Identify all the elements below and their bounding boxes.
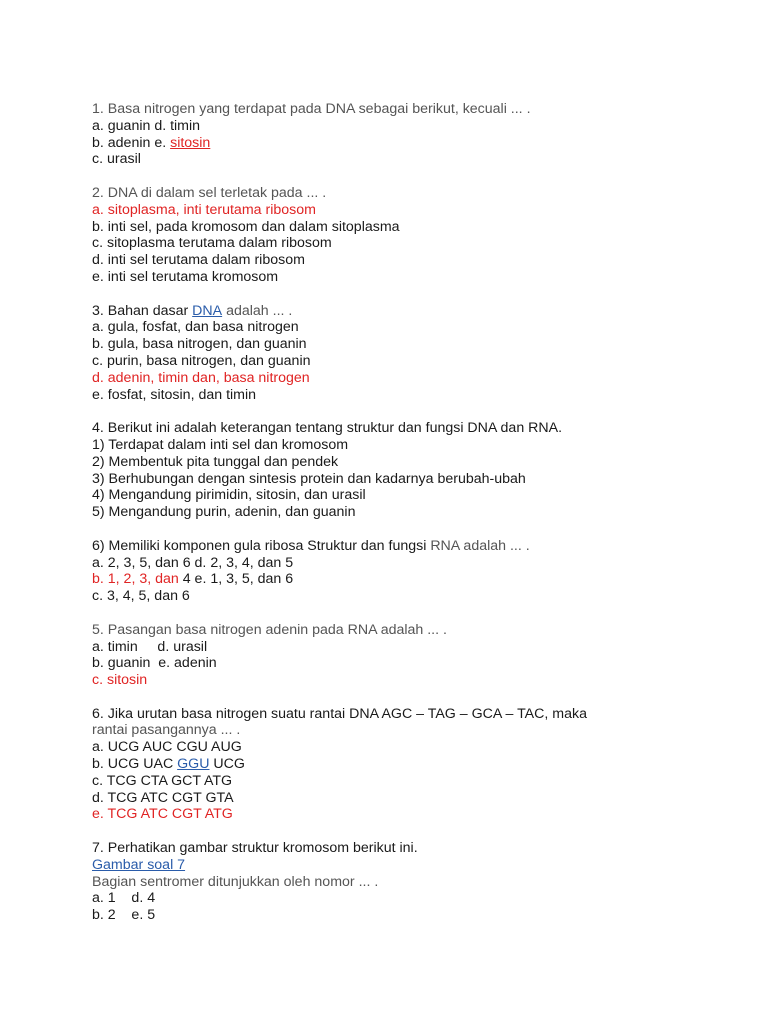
q6-option-b-suffix: UCG xyxy=(209,756,245,773)
q6-option-d: d. TCG ATC CGT GTA xyxy=(92,789,234,806)
q4-question: 4. Berikut ini adalah keterangan tentang struktur dan fungsi DNA dan RNA. xyxy=(92,420,563,437)
q1-answer-link[interactable]: sitosin xyxy=(170,134,211,151)
q6a-option-b-answer: b. 1, 2, 3, dan xyxy=(92,571,179,588)
spacer xyxy=(92,521,732,538)
q6-question-line2: rantai pasangannya ... . xyxy=(92,722,241,739)
q2-question: 2. DNA di dalam sel terletak pada ... . xyxy=(92,184,327,201)
q3-option-d-answer: d. adenin, timin dan, basa nitrogen xyxy=(92,369,310,386)
ggu-link[interactable]: GGU xyxy=(177,756,210,773)
figure-link[interactable]: Gambar soal 7 xyxy=(92,856,186,873)
q2-option-b: b. inti sel, pada kromosom dan dalam sitoplasma xyxy=(92,218,400,235)
q5-question: 5. Pasangan basa nitrogen adenin pada RNA adalah ... . xyxy=(92,621,447,638)
q2-option-a-answer: a. sitoplasma, inti terutama ribosom xyxy=(92,201,316,218)
spacer xyxy=(92,605,732,622)
q5-option-b: b. guanin e. adenin xyxy=(92,655,217,672)
q3-question-prefix: 3. Bahan dasar xyxy=(92,302,193,319)
q3-option-a: a. gula, fosfat, dan basa nitrogen xyxy=(92,319,299,336)
q1-option-b-text: b. adenin e. xyxy=(92,134,171,151)
q2-option-d: d. inti sel terutama dalam ribosom xyxy=(92,252,305,269)
quiz-content xyxy=(92,101,732,924)
q6a-question-suffix: RNA adalah ... . xyxy=(430,537,530,554)
q5-option-c-answer: c. sitosin xyxy=(92,672,148,689)
q6a-question-prefix: 6) Memiliki komponen gula ribosa Struktur dan fungsi xyxy=(92,537,431,554)
q4-item-4: 4) Mengandung pirimidin, sitosin, dan urasil xyxy=(92,487,366,504)
q2-option-e: e. inti sel terutama kromosom xyxy=(92,268,279,285)
q2-option-c: c. sitoplasma terutama dalam ribosom xyxy=(92,235,332,252)
q3-option-b: b. gula, basa nitrogen, dan guanin xyxy=(92,336,307,353)
q3-question xyxy=(92,303,732,320)
q6-option-b-prefix: b. UCG UAC xyxy=(92,756,178,773)
q7-option-b: b. 2 e. 5 xyxy=(92,907,156,924)
q1-option-a: a. guanin d. timin xyxy=(92,117,201,134)
q1-option-b xyxy=(92,135,732,152)
q6a-option-c: c. 3, 4, 5, dan 6 xyxy=(92,588,190,605)
dna-link[interactable]: DNA xyxy=(192,302,223,319)
q6-option-e-answer: e. TCG ATC CGT ATG xyxy=(92,806,233,823)
q3-question-suffix: adalah ... . xyxy=(222,302,293,319)
q6a-option-b-rest: 4 e. 1, 3, 5, dan 6 xyxy=(178,571,294,588)
q1-option-c: c. urasil xyxy=(92,151,141,168)
spacer xyxy=(92,286,732,303)
q7-question: 7. Perhatikan gambar struktur kromosom berikut ini. xyxy=(92,840,418,857)
q4-item-3: 3) Berhubungan dengan sintesis protein dan kadarnya berubah-ubah xyxy=(92,470,526,487)
spacer xyxy=(92,168,732,185)
q6a-option-a: a. 2, 3, 5, dan 6 d. 2, 3, 4, dan 5 xyxy=(92,554,294,571)
q3-option-c: c. purin, basa nitrogen, dan guanin xyxy=(92,352,311,369)
q1-question: 1. Basa nitrogen yang terdapat pada DNA sebagai berikut, kecuali ... . xyxy=(92,101,531,117)
q6-question-line1: 6. Jika urutan basa nitrogen suatu rantai DNA AGC – TAG – GCA – TAC, maka xyxy=(92,705,587,722)
q6-option-b xyxy=(92,756,732,773)
q4-item-2: 2) Membentuk pita tunggal dan pendek xyxy=(92,453,339,470)
spacer xyxy=(92,403,732,420)
spacer xyxy=(92,823,732,840)
spacer xyxy=(92,689,732,706)
q4-item-5: 5) Mengandung purin, adenin, dan guanin xyxy=(92,504,356,521)
q3-option-e: e. fosfat, sitosin, dan timin xyxy=(92,386,257,403)
q6a-option-b xyxy=(92,571,732,588)
q7-subquestion: Bagian sentromer ditunjukkan oleh nomor ... . xyxy=(92,873,379,890)
q6a-question xyxy=(92,538,732,555)
q6-option-a: a. UCG AUC CGU AUG xyxy=(92,739,242,756)
q5-option-a: a. timin d. urasil xyxy=(92,638,208,655)
q7-option-a: a. 1 d. 4 xyxy=(92,890,156,907)
q4-item-1: 1) Terdapat dalam inti sel dan kromosom xyxy=(92,436,349,453)
q6-option-c: c. TCG CTA GCT ATG xyxy=(92,772,233,789)
